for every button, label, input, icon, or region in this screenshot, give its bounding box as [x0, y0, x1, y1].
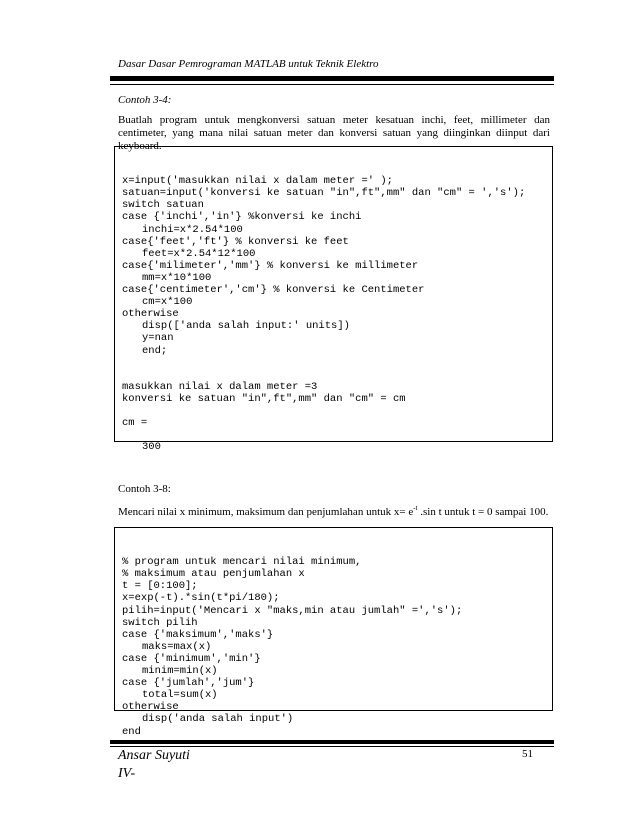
example-1-code-block	[114, 146, 553, 454]
code-line	[122, 429, 552, 441]
code-line: case {'inchi','in'} %konversi ke inchi	[122, 211, 362, 224]
code-line: konversi ke satuan "in",ft",mm" dan "cm" = cm	[122, 392, 406, 405]
code-line: y=nan	[142, 332, 174, 345]
code-line: case{'centimeter','cm'} % konversi ke Centimeter	[122, 284, 425, 297]
code-line: x=exp(-t).*sin(t*pi/180);	[122, 592, 280, 605]
example-1-code-lines	[122, 175, 552, 453]
footer-author: Ansar Suyuti	[118, 748, 190, 763]
code-line: otherwise	[122, 701, 179, 714]
code-line: inchi=x*2.54*100	[142, 223, 243, 236]
code-line: minim=min(x)	[142, 665, 218, 678]
example-2-code-lines	[122, 556, 552, 737]
code-line: mm=x*10*100	[142, 271, 212, 284]
code-line: end	[122, 725, 141, 738]
code-line: cm =	[122, 417, 148, 430]
code-line: t = [0:100];	[122, 580, 198, 593]
code-line: masukkan nilai x dalam meter =3	[122, 380, 318, 393]
page-number: 51	[522, 748, 533, 760]
code-line	[122, 357, 552, 369]
example-2-heading: Contoh 3-8:	[118, 483, 171, 495]
code-line: pilih=input('Mencari x "maks,min atau jumlah" =','s');	[122, 604, 463, 617]
code-line: disp(['anda salah input:' units])	[142, 320, 350, 333]
code-line: cm=x*100	[142, 296, 193, 309]
code-line: switch satuan	[122, 199, 204, 212]
code-line: case {'maksimum','maks'}	[122, 628, 274, 641]
example-2-description-post: .sin t untuk t = 0 sampai 100.	[417, 506, 549, 518]
code-line	[122, 405, 552, 417]
footer-chapter: IV-	[118, 766, 136, 781]
code-line: end;	[142, 344, 168, 357]
example-2-description	[118, 506, 558, 519]
example-1-description: Buatlah program untuk mengkonversi satuan meter kesatuan inchi, feet, millimeter dan centimeter, yang mana nilai satuan meter dan konversi satuan yang diinginkan diinput dari keyboard.	[118, 114, 550, 152]
code-line: total=sum(x)	[142, 689, 218, 702]
running-header: Dasar Dasar Pemrograman MATLAB untuk Teknik Elektro	[118, 58, 379, 70]
code-line: feet=x*2.54*12*100	[142, 247, 256, 260]
code-line: satuan=input('konversi ke satuan "in",ft",mm" dan "cm" = ','s');	[122, 187, 526, 200]
code-line: switch pilih	[122, 616, 198, 629]
code-line: 300	[142, 441, 161, 454]
footer-rule-thin	[110, 746, 554, 747]
code-line: maks=max(x)	[142, 640, 212, 653]
example-2-description-pre: Mencari nilai x minimum, maksimum dan penjumlahan untuk x= e	[118, 506, 414, 518]
footer-rule-thick	[110, 740, 554, 744]
code-line: case{'feet','ft'} % konversi ke feet	[122, 235, 349, 248]
header-rule-thin	[110, 84, 554, 85]
code-line: case {'minimum','min'}	[122, 652, 261, 665]
code-line	[122, 369, 552, 381]
header-rule-thick	[110, 76, 554, 81]
code-line: case {'jumlah','jum'}	[122, 677, 255, 690]
example-2-code-block	[114, 527, 553, 738]
code-line: case{'milimeter','mm'} % konversi ke millimeter	[122, 259, 419, 272]
code-line: % program untuk mencari nilai minimum,	[122, 556, 362, 569]
code-line: % maksimum atau penjumlahan x	[122, 568, 305, 581]
code-line: disp('anda salah input')	[142, 713, 294, 726]
code-line: x=input('masukkan nilai x dalam meter =' );	[122, 175, 393, 188]
example-1-heading: Contoh 3-4:	[118, 94, 172, 106]
example-2-description-sup: -t	[413, 504, 418, 512]
code-line: otherwise	[122, 308, 179, 321]
